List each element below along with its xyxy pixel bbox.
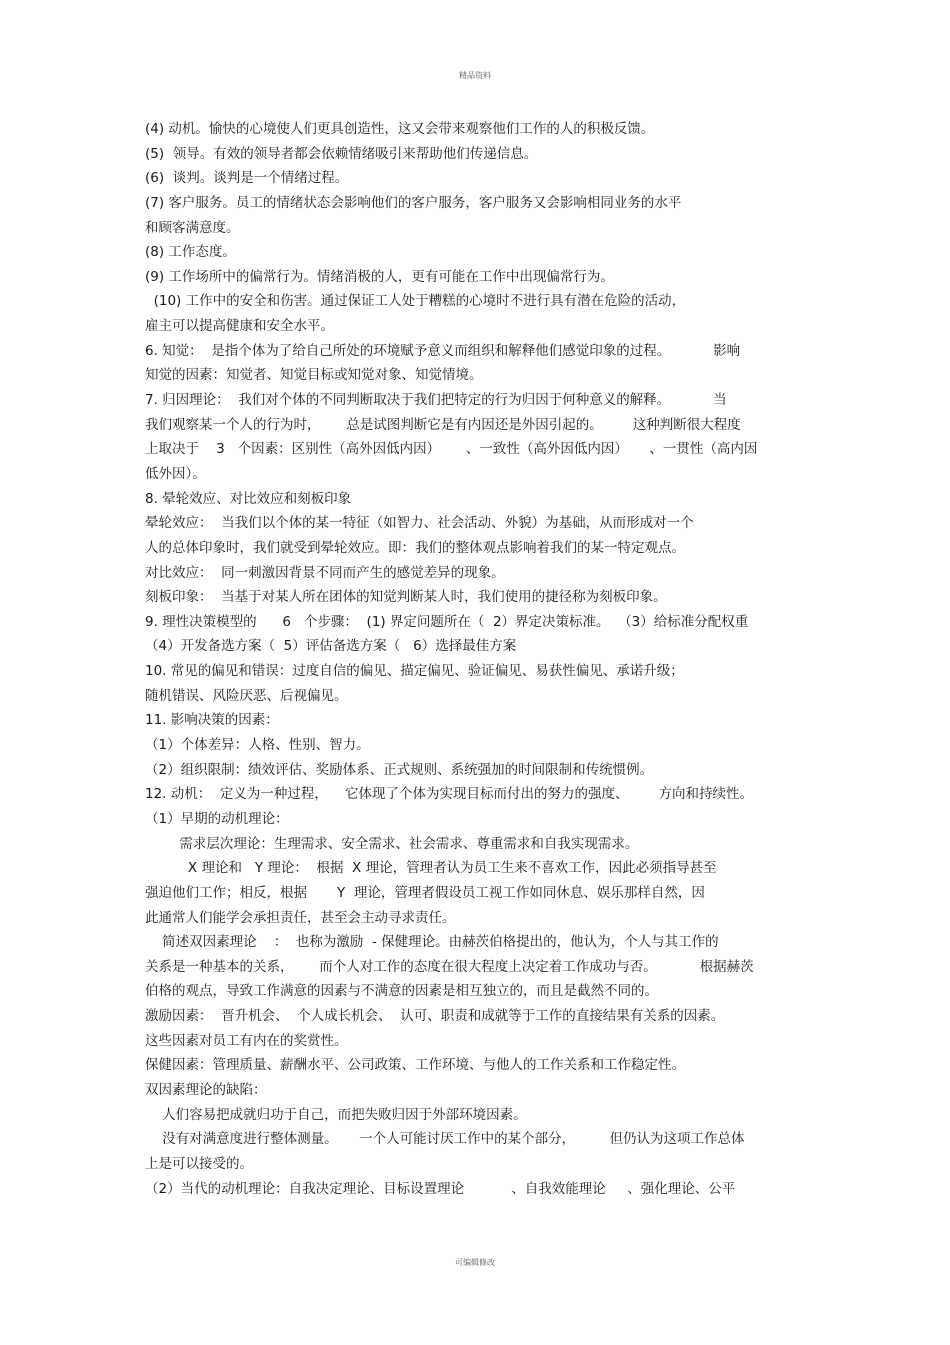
text-line: 对比效应： 同一刺激因背景不同而产生的感觉差异的现象。 xyxy=(145,564,505,581)
text-line: 刻板印象： 当基于对某人所在团体的知觉判断某人时，我们使用的捷径称为刻板印象。 xyxy=(145,589,667,606)
text-line: 激励因素： 晋升机会、 个人成长机会、 认可、职责和成就等于工作的直接结果有关系的因素。 xyxy=(145,1008,725,1025)
text-line: 上取决于 3 个因素：区别性（高外因低内因） 、一致性（高外因低内因） 、一贯性（高内因 xyxy=(145,441,758,458)
text-line: （2）当代的动机理论：自我决定理论、目标设置理论 、自我效能理论 、强化理论、公平 xyxy=(145,1180,736,1197)
text-line: 关系是一种基本的关系， 而个人对工作的态度在很大程度上决定着工作成功与否。 根据赫茨 xyxy=(145,958,754,975)
text-line: 7. 归因理论： 我们对个体的不同判断取决于我们把特定的行为归因于何种意义的解释。 当 xyxy=(145,392,727,409)
text-line: 保健因素：管理质量、薪酬水平、公司政策、工作环境、与他人的工作关系和工作稳定性。 xyxy=(145,1057,685,1074)
text-line: 人的总体印象时，我们就受到晕轮效应。即：我们的整体观点影响着我们的某一特定观点。 xyxy=(145,539,685,556)
text-line: 伯格的观点，导致工作满意的因素与不满意的因素是相互独立的，而且是截然不同的。 xyxy=(145,983,658,1000)
text-line: 12. 动机： 定义为一种过程， 它体现了个体为实现目标而付出的努力的强度、 方向和持续性。 xyxy=(145,786,754,803)
text-line: (5) 领导。有效的领导者都会依赖情绪吸引来帮助他们传递信息。 xyxy=(145,145,538,162)
text-line: 随机错误、风险厌恶、后视偏见。 xyxy=(145,687,348,704)
text-line: 这些因素对员工有内在的奖赏性。 xyxy=(145,1032,348,1049)
text-line: (10) 工作中的安全和伤害。通过保证工人处于糟糕的心境时不进行具有潜在危险的活动， xyxy=(145,293,686,310)
text-line: 雇主可以提高健康和安全水平。 xyxy=(145,318,334,335)
text-line: 10. 常见的偏见和错误：过度自信的偏见、描定偏见、验证偏见、易获性偏见、承诺升级； xyxy=(145,663,684,680)
text-line: 6. 知觉： 是指个体为了给自己所处的环境赋予意义而组织和解释他们感觉印象的过程。 影响 xyxy=(145,342,741,359)
text-line: (4) 动机。愉快的心境使人们更具创造性，这又会带来观察他们工作的人的积极反馈。 xyxy=(145,121,655,137)
text-line: 晕轮效应： 当我们以个体的某一特征（如智力、社会活动、外貌）为基础，从而形成对一个 xyxy=(145,515,694,532)
text-line: (6) 谈判。谈判是一个情绪过程。 xyxy=(145,170,349,187)
text-line: 8. 晕轮效应、对比效应和刻板印象 xyxy=(145,490,352,507)
text-line: （2）组织限制：绩效评估、奖励体系、正式规则、系统强加的时间限制和传统惯例。 xyxy=(145,761,654,778)
text-line: 强迫他们工作；相反，根据 Y 理论，管理者假设员工视工作如同休息、娱乐那样自然，因 xyxy=(145,884,705,901)
text-line: (7) 客户服务。员工的情绪状态会影响他们的客户服务，客户服务又会影响相同业务的水平 xyxy=(145,194,682,211)
text-line: （1）早期的动机理论： xyxy=(145,810,289,827)
text-line: （4）开发备选方案（ 5）评估备选方案（ 6）选择最佳方案 xyxy=(145,638,517,655)
text-line: 11. 影响决策的因素： xyxy=(145,712,279,729)
text-line: 需求层次理论：生理需求、安全需求、社会需求、尊重需求和自我实现需求。 xyxy=(145,835,639,852)
text-line: X 理论和 Y 理论： 根据 X 理论，管理者认为员工生来不喜欢工作，因此必须指导甚至 xyxy=(145,860,717,877)
text-line: 我们观察某一个人的行为时， 总是试图判断它是有内因还是外因引起的。 这种判断很大程度 xyxy=(145,416,741,433)
text-line: (8) 工作态度。 xyxy=(145,244,236,261)
text-line: 知觉的因素：知觉者、知觉目标或知觉对象、知觉情境。 xyxy=(145,367,483,384)
text-line: 此通常人们能学会承担责任，甚至会主动寻求责任。 xyxy=(145,909,456,926)
text-line: 和顾客满意度。 xyxy=(145,219,240,236)
text-line: 简述双因素理论 ： 也称为激励 - 保健理论。由赫茨伯格提出的，他认为，个人与其工作的 xyxy=(145,934,719,951)
text-line: 低外因）。 xyxy=(145,465,206,482)
page-footer: 可编辑修改 xyxy=(455,1258,495,1267)
page-header: 精品资料 xyxy=(459,71,491,80)
text-line: 双因素理论的缺陷： xyxy=(145,1081,267,1098)
text-line: （1）个体差异：人格、性别、智力。 xyxy=(145,737,370,754)
text-line: 人们容易把成就归功于自己，而把失败归因于外部环境因素。 xyxy=(145,1106,527,1123)
document-body xyxy=(145,117,815,1201)
text-line: (9) 工作场所中的偏常行为。情绪消极的人，更有可能在工作中出现偏常行为。 xyxy=(145,268,614,285)
text-line: 上是可以接受的。 xyxy=(145,1155,253,1172)
text-line: 9. 理性决策模型的 6 个步骤： (1) 界定问题所在（ 2）界定决策标准。 （3）给标准分配权重 xyxy=(145,613,749,630)
text-line: 没有对满意度进行整体测量。 一个人可能讨厌工作中的某个部分， 但仍认为这项工作总体 xyxy=(145,1131,745,1148)
